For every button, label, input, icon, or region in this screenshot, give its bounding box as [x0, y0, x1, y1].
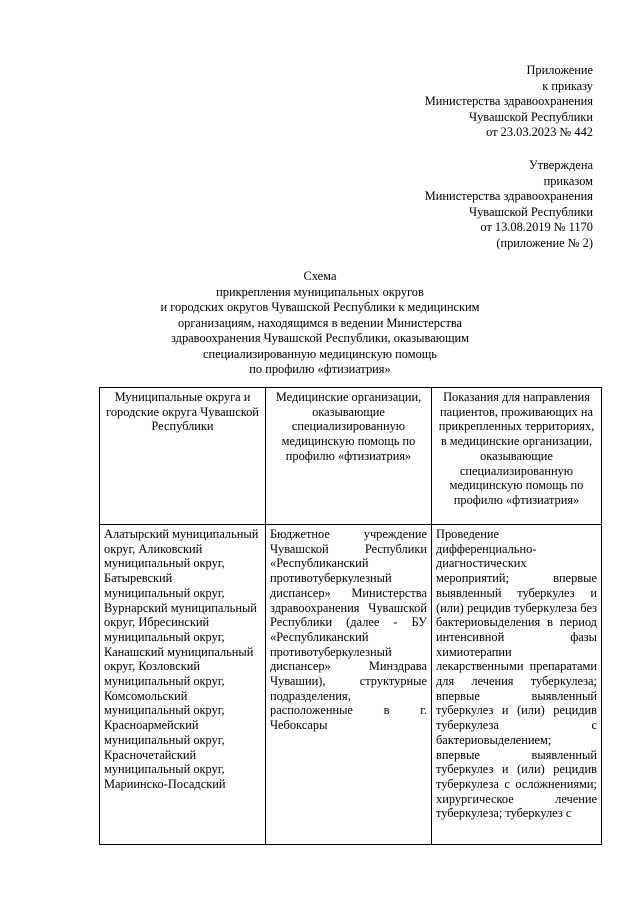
scheme-title-line: специализированную медицинскую помощь [203, 346, 437, 361]
scheme-title-line: организациям, находящимся в ведении Министерства [177, 315, 463, 330]
cell-organizations [266, 525, 432, 845]
header-organizations: Медицинские организации, оказывающие специализированную медицинскую помощь по профилю «фтизиатрия» [266, 388, 432, 525]
cell-indications [432, 525, 602, 845]
approved-line: Министерства здравоохранения [424, 189, 593, 203]
attachment-table [99, 387, 602, 845]
approved-header [425, 158, 593, 251]
districts-text: Алатырский муниципальный округ, Аликовский муниципальный округ, Батыревский муниципальный округ, Вурнарский муниципальный округ, Ибресинский муниципальный округ, Канашский муниципальный округ, Козловский муниципальный округ, Комсомольский муниципальный округ, Красноармейский муниципальный округ, Красночетайский муниципальный округ, Мариинско-Посадский [104, 527, 259, 791]
appendix-line: Чувашской Республики [469, 109, 593, 124]
cell-districts [100, 525, 266, 845]
scheme-title-line: здравоохранения Чувашской Республики, оказывающим [171, 331, 469, 345]
header-districts: Муниципальные округа и городские округа Чувашской Республики [100, 388, 266, 525]
approved-line: (приложение № 2) [496, 235, 593, 250]
indications-text: Проведение дифференциально-диагностических мероприятий; впервые выявленный туберкулез и (или) рецидив туберкулеза без бактериовыделения в период интенсивной фазы химиотерапии лекарственными препаратами для лечения туберкулеза; впервые выявленный туберкулез и (или) рецидив туберкулеза с бактериовыделением; впервые выявленный туберкулез и (или) рецидив туберкулеза с осложнениями; хирургическое лечение туберкулеза; туберкулез с [436, 527, 597, 821]
scheme-title-line: Схема [303, 269, 337, 283]
approved-line: Утверждена [528, 158, 593, 172]
table-row [100, 525, 602, 845]
appendix-header [425, 63, 593, 141]
approved-line: от 13.08.2019 № 1170 [480, 220, 593, 234]
table-header-row [100, 388, 602, 525]
appendix-line: к приказу [542, 78, 593, 93]
header-indications: Показания для направления пациентов, проживающих на прикрепленных территориях, в медицинские организации, оказывающие специализированную медицинскую помощь по профилю «фтизиатрия» [432, 388, 602, 525]
approved-line: Чувашской Республики [469, 204, 593, 219]
appendix-line: Министерства здравоохранения [424, 94, 593, 108]
scheme-title-line: по профилю «фтизиатрия» [249, 362, 391, 376]
scheme-title [150, 269, 490, 378]
appendix-line: Приложение [526, 63, 593, 77]
approved-line: приказом [543, 173, 593, 188]
appendix-line: от 23.03.2023 № 442 [486, 125, 593, 139]
scheme-title-line: и городских округов Чувашской Республики к медицинским [160, 300, 480, 314]
scheme-title-line: прикрепления муниципальных округов [216, 284, 424, 299]
organizations-text: Бюджетное учреждение Чувашской Республики «Республиканский противотуберкулезный диспансер» Министерства здравоохранения Чувашской Республики (далее - БУ «Республиканский противотуберкулезный диспансер» Минздрава Чувашии), структурные подразделения, расположенные в г. Чебоксары [270, 527, 427, 733]
